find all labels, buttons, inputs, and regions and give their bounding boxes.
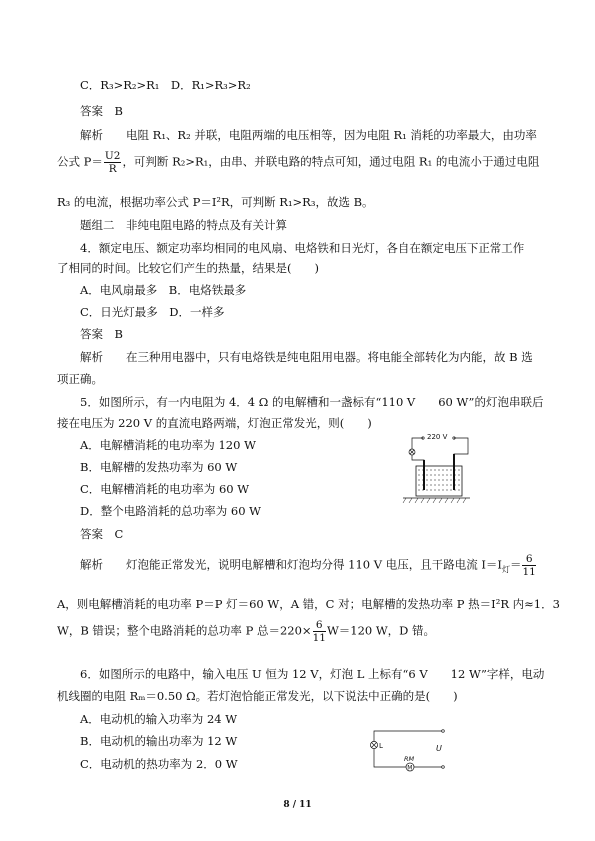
- q6-motor-label: M: [407, 764, 413, 772]
- q6-stem-line2: 机线圈的电阻 Rₘ＝0.50 Ω。若灯泡恰能正常发光，以下说法中正确的是( ): [57, 689, 458, 703]
- q5-wire-lamp: [412, 455, 424, 487]
- q5-figure-voltage-label: 220 V: [427, 433, 448, 441]
- q5-option-a: A．电解槽消耗的电功率为 120 W: [80, 438, 256, 452]
- ground-hatch-icon: [403, 498, 466, 503]
- q3-fraction-numerator: U2: [104, 150, 121, 162]
- page-number: 8 / 11: [283, 800, 312, 810]
- q5-fraction2-numerator: 6: [313, 619, 326, 632]
- q6-option-a: A．电动机的输入功率为 24 W: [80, 712, 238, 726]
- q3-formula-suffix: ，可判断 R₂>R₁，由串、并联电路的特点可知，通过电阻 R₁ 的电流小于通过电阻: [122, 154, 540, 169]
- q5-analysis-text: 解析 灯泡能正常发光，说明电解槽和灯泡均分得 110 V 电压，且干路电流 I＝I: [80, 557, 502, 572]
- q6-option-b: B．电动机的输出功率为 12 W: [80, 734, 238, 748]
- q5-wire-top: [454, 438, 468, 487]
- electrode-right-icon: [453, 454, 455, 490]
- q4-options-ab: A．电风扇最多 B．电烙铁最多: [80, 283, 247, 297]
- q3-options-cd: C．R₃>R₂>R₁ D．R₁>R₃>R₂: [80, 78, 251, 92]
- q6-lamp-label: L: [379, 742, 383, 750]
- q5-current-fraction: [522, 553, 535, 578]
- q6-option-c: C．电动机的热功率为 2．0 W: [80, 757, 238, 771]
- q5-fraction2-denominator: 11: [312, 632, 326, 644]
- q6-stem-line1: 6．如图所示的电路中，输入电压 U 恒为 12 V，灯泡 L 上标有“6 V 12 W”字样，电动: [80, 667, 545, 681]
- q4-stem-line2: 了相同的时间。比较它们产生的热量，结果是( ): [57, 261, 319, 275]
- q5-fraction1-numerator: 6: [522, 553, 535, 566]
- q5-wire-left: [412, 438, 423, 449]
- q6-terminal-bottom-icon: [442, 766, 445, 769]
- q5-stem-line1: 5．如图所示，有一内电阻为 4．4 Ω 的电解槽和一盏标有“110 V 60 W”的灯泡串联后: [80, 395, 544, 409]
- q6-resistor-label: RM: [404, 755, 415, 763]
- q5-lamp-subscript: 灯: [501, 564, 510, 574]
- q3-answer: 答案 B: [80, 104, 123, 118]
- q5-circuit-figure: [398, 432, 473, 510]
- group2-title: 题组二 非纯电阻电路的特点及有关计算: [80, 218, 287, 232]
- q4-answer: 答案 B: [80, 327, 123, 341]
- q4-analysis-line1: 解析 在三种用电器中，只有电烙铁是纯电阻用电器。将电能全部转化为内能，故 B 选: [80, 350, 533, 364]
- q5-analysis-line3-pre: W，B 错误；整个电路消耗的总功率 P 总＝220×: [57, 623, 312, 638]
- q5-analysis-line1: [80, 553, 537, 578]
- q3-fraction-denominator: R: [108, 163, 117, 175]
- q6-voltage-label: U: [436, 744, 442, 753]
- q5-analysis-line3-post: W＝120 W，D 错。: [326, 623, 436, 638]
- q5-equals: ＝: [509, 557, 522, 572]
- q5-option-d: D．整个电路消耗的总功率为 60 W: [80, 504, 261, 518]
- q3-analysis-line3: R₃ 的电流，根据功率公式 P＝I²R，可判断 R₁>R₃，故选 B。: [57, 195, 374, 209]
- electrolytic-tank-icon: [416, 466, 462, 496]
- q3-formula-prefix: 公式 P＝: [57, 154, 103, 169]
- q5-stem-line2: 接在电压为 220 V 的直流电路两端，灯泡正常发光，则( ): [57, 416, 372, 430]
- q4-stem-line1: 4．额定电压、额定功率均相同的电风扇、电烙铁和日光灯，各自在额定电压下正常工作: [80, 241, 525, 255]
- q5-option-c: C．电解槽消耗的电功率为 60 W: [80, 482, 250, 496]
- q5-fraction1-denominator: 11: [522, 566, 536, 578]
- q5-answer: 答案 C: [80, 527, 124, 541]
- q5-total-power-fraction: [313, 619, 326, 644]
- q3-analysis-line1: 解析 电阻 R₁、R₂ 并联，电阻两端的电压相等，因为电阻 R₁ 消耗的功率最大，由功率: [80, 128, 537, 142]
- q3-power-fraction: [104, 150, 122, 175]
- q6-circuit-figure: [368, 725, 450, 775]
- q5-analysis-line2: A，则电解槽消耗的电功率 P＝P 灯＝60 W，A 错，C 对；电解槽的发热功率 P 热＝I²R 内≈1．3: [57, 597, 560, 611]
- q4-analysis-line2: 项正确。: [57, 372, 103, 386]
- q5-option-b: B．电解槽的发热功率为 60 W: [80, 460, 238, 474]
- q6-terminal-top-icon: [442, 730, 445, 733]
- q3-analysis-line2: [57, 150, 539, 175]
- q5-analysis-line3: [57, 619, 435, 644]
- q4-options-cd: C．日光灯最多 D．一样多: [80, 305, 225, 319]
